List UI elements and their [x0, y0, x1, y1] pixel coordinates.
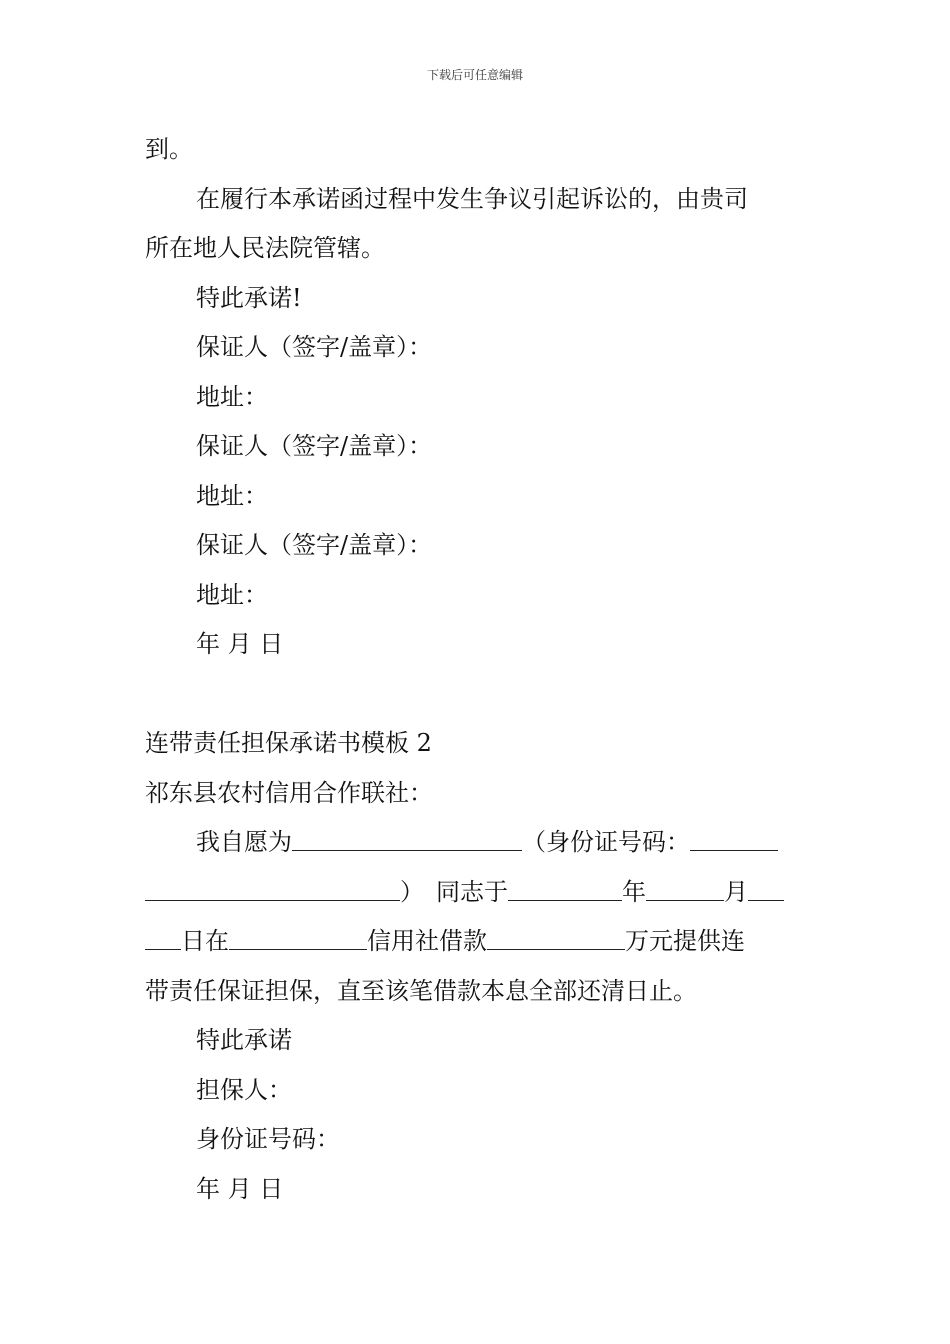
text-segment: 年 [622, 877, 646, 906]
document-body [145, 125, 807, 1214]
text-segment: （身份证号码： [522, 828, 690, 856]
paragraph-line-1 [145, 818, 807, 868]
dispute-clause-line-2: 所在地人民法院管辖。 [145, 234, 385, 262]
blank-day-field-end[interactable] [145, 924, 181, 950]
text-segment: 万元提供连 [625, 927, 745, 955]
blank-id-number-field-start[interactable] [690, 825, 778, 851]
closing-statement-2: 特此承诺 [196, 1026, 292, 1054]
blank-month-field[interactable] [646, 875, 724, 901]
blank-loan-amount-field[interactable] [487, 924, 625, 950]
date-line-1: 年 月 日 [196, 630, 284, 658]
blank-guarantee-for-field[interactable] [292, 825, 522, 851]
continuation-text: 到。 [145, 135, 193, 163]
closing-statement: 特此承诺! [196, 283, 302, 312]
addressee: 祁东县农村信用合作联社： [145, 778, 433, 807]
blank-credit-union-field[interactable] [229, 924, 367, 950]
guarantor-signature-label-3: 保证人（签字/盖章）： [196, 531, 433, 559]
section-spacer [145, 670, 807, 720]
guarantor-label: 担保人： [196, 1075, 292, 1104]
address-label-3: 地址： [196, 580, 268, 609]
address-label-2: 地址： [196, 481, 268, 510]
text-segment: 我自愿为 [196, 828, 292, 856]
blank-day-field-start[interactable] [748, 875, 784, 901]
section-title: 连带责任担保承诺书模板 2 [145, 729, 432, 757]
text-segment: 月 [724, 877, 748, 906]
paragraph-line-2 [145, 868, 807, 918]
page-header-note: 下载后可任意编辑 [426, 68, 523, 82]
id-number-label: 身份证号码： [196, 1125, 340, 1153]
guarantor-signature-label-1: 保证人（签字/盖章）： [196, 333, 433, 361]
paragraph-line-3 [145, 917, 807, 967]
blank-year-field[interactable] [508, 875, 622, 901]
blank-id-number-field-end[interactable] [145, 875, 400, 901]
paragraph-line-4: 带责任保证担保，直至该笔借款本息全部还清日止。 [145, 976, 697, 1005]
text-segment: 信用社借款 [367, 927, 487, 955]
guarantor-signature-label-2: 保证人（签字/盖章）： [196, 432, 433, 460]
dispute-clause-line-1: 在履行本承诺函过程中发生争议引起诉讼的，由贵司 [196, 184, 748, 213]
date-line-2: 年 月 日 [196, 1174, 284, 1203]
text-segment: 日在 [181, 927, 229, 955]
address-label-1: 地址： [196, 382, 268, 411]
text-segment: ） 同志于 [400, 877, 508, 906]
